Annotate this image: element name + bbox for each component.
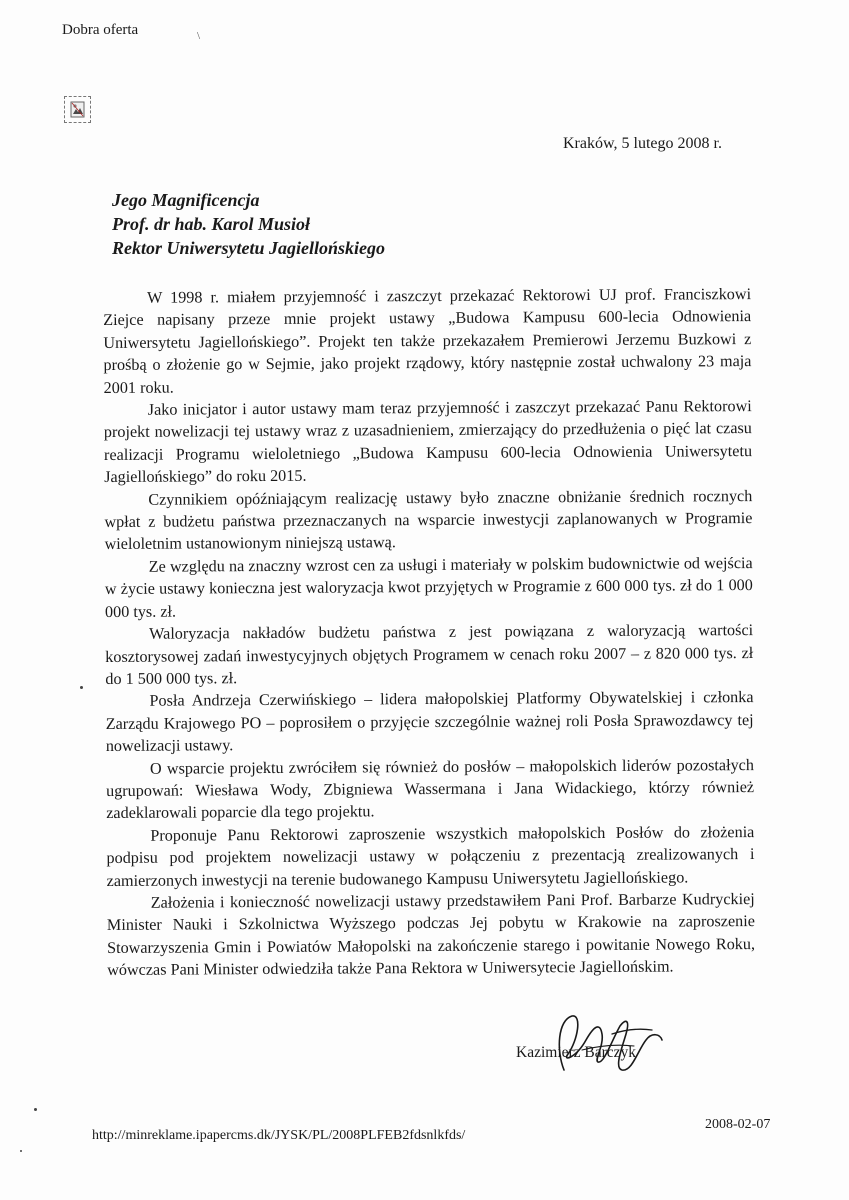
- letter-body: [103, 283, 755, 982]
- scan-speck: [20, 1150, 22, 1152]
- addressee-line-title: Jego Magnificencja: [112, 190, 260, 210]
- addressee-line-name: Prof. dr hab. Karol Musioł: [112, 214, 311, 234]
- paragraph-5: Waloryzacja nakładów budżetu państwa z jest powiązana z waloryzacją wartości kosztorysowej zadań inwestycyjnych objętych Programem w cenach roku 2007 – z 820 000 tys. zł do 1 500 000 tys. zł.: [105, 621, 754, 688]
- broken-image-icon: [64, 96, 91, 123]
- stray-mark: \: [197, 30, 201, 42]
- scan-speck: [34, 1108, 37, 1111]
- scan-speck: [80, 686, 83, 689]
- paragraph-4: Ze względu na znaczny wzrost cen za usługi i materiały w polskim budownictwie od wejścia w życie ustawy konieczna jest waloryzacja kwot przyjętych w Programie z 600 000 tys. zł do 1 000 000 tys. zł.: [104, 553, 753, 621]
- letter-date: Kraków, 5 lutego 2008 r.: [563, 135, 722, 152]
- paragraph-2: Jako inicjator i autor ustawy mam teraz przyjemność i zaszczyt przekazać Panu Rektorowi projekt nowelizacji tej ustawy wraz z uzasadnieniem, zmierzający do przedłużenia o pięć lat czasu realizacji Programu wieloletniego „Budowa Kampusu 600-lecia Odnowienia Uniwersytetu Jagiellońskiego” do roku 2015.: [103, 397, 753, 487]
- paragraph-9: Założenia i konieczność nowelizacji ustawy przedstawiłem Pani Prof. Barbarze Kudryckiej Minister Nauki i Szkolnictwa Wyższego podczas Jej pobytu w Krakowie na zaproszenie Stowarzyszenia Gmin i Powiatów Małopolski na zakończenie starego i powitanie Nowego Roku, wówczas Pani Minister odwiedziła także Pana Rektora w Uniwersytecie Jagiellońskim.: [106, 889, 756, 980]
- paragraph-8: Proponuje Panu Rektorowi zaproszenie wszystkich małopolskich Posłów do złożenia podpisu pod projektem nowelizacji ustawy w połączeniu z prezentacją zrealizowanych i zamierzonych inwestycji na terenie budowanego Kampusu Uniwersytetu Jagiellońskiego.: [106, 822, 755, 890]
- header-note: Dobra oferta: [62, 22, 139, 38]
- signature-block: [512, 1010, 672, 1090]
- footer-date: 2008-02-07: [705, 1117, 771, 1132]
- addressee-block: [112, 188, 385, 260]
- addressee-line-position: Rektor Uniwersytetu Jagiellońskiego: [112, 238, 386, 258]
- footer-url: http://minreklame.ipapercms.dk/JYSK/PL/2008PLFEB2fdsnlkfds/: [92, 1128, 466, 1143]
- paragraph-1: W 1998 r. miałem przyjemność i zaszczyt przekazać Rektorowi UJ prof. Franciszkowi Ziejce napisany przeze mnie projekt ustawy „Budowa Kampusu 600-lecia Odnowienia Uniwersytetu Jagiellońskiego”. Projekt ten także przekazałem Premierowi Jerzemu Buzkowi z prośbą o złożenie go w Sejmie, jako projekt rządowy, który następnie został uchwalony 23 maja 2001 roku.: [103, 285, 752, 397]
- signer-name: Kazimierz Barczyk: [516, 1044, 637, 1061]
- paragraph-6: Posła Andrzeja Czerwińskiego – lidera małopolskiej Platformy Obywatelskiej i członka Zarządu Krajowego PO – poprosiłem o przyjęcie szczególnie ważnej roli Posła Sprawozdawcy tej nowelizacji ustawy.: [105, 688, 754, 756]
- paragraph-7: O wsparcie projektu zwróciłem się również do posłów – małopolskich liderów pozostałych ugrupowań: Wiesława Wody, Zbigniewa Wassermana i Jana Widackiego, którzy również zadeklarowali poparcie dla tego projektu.: [106, 755, 755, 823]
- paragraph-3: Czynnikiem opóźniającym realizację ustawy było znaczne obniżanie średnich rocznych wpłat z budżetu państwa przeznaczanych na wsparcie inwestycji zaplanowanych w Programie wieloletnim ustanowionym niniejszą ustawą.: [104, 486, 753, 554]
